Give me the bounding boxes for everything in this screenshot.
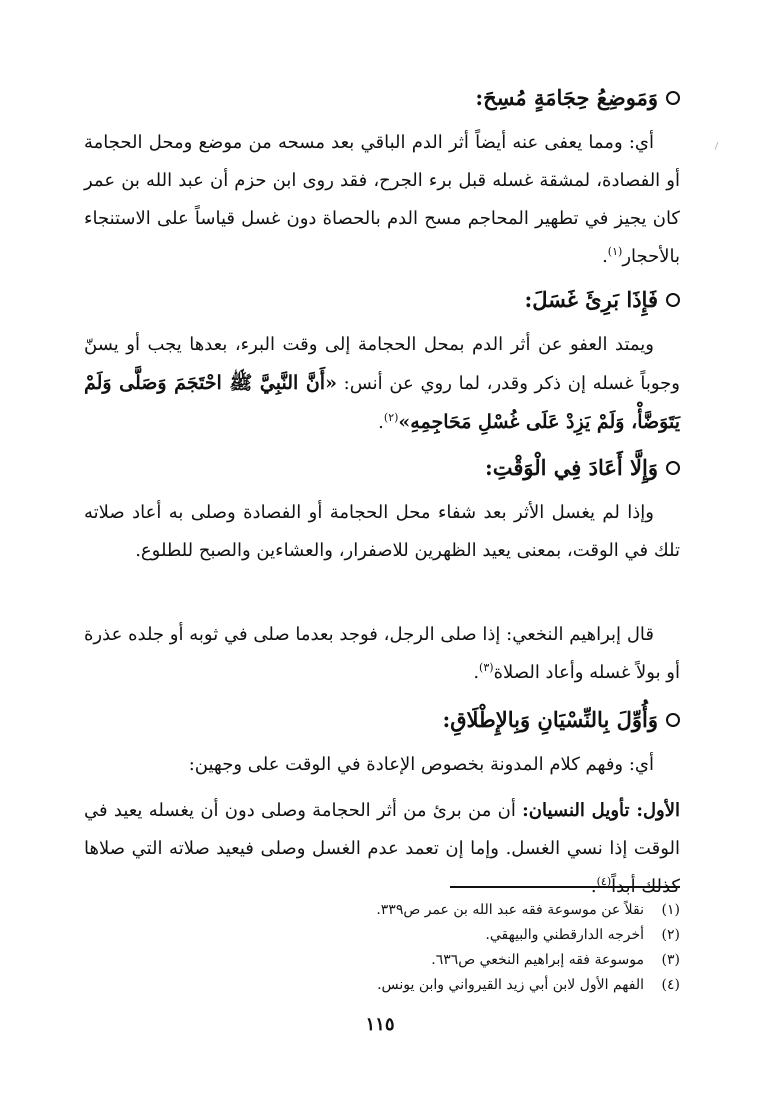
section-heading-3: وَإِلَّا أَعَادَ فِي الْوَقْتِ:: [84, 448, 680, 488]
paragraph-2: ويمتد العفو عن أثر الدم بمحل الحجامة إلى وقت البرء، بعدها يجب أو يسنّ وجوباً غسله إن ذكر وقدر، لما روي عن أنس: «أَنَّ النَّبِيَّ ﷺ احْتَجَمَ وَصَلَّى وَلَمْ يَتَوَضَّأْ، وَلَمْ يَزِدْ عَلَى غُسْلِ مَحَاجِمِهِ»$^{(٢)}$.: [84, 334, 680, 433]
section-heading-2: فَإِذَا بَرِئَ غَسَلَ:: [84, 280, 680, 320]
paragraph-1: أي: ومما يعفى عنه أيضاً أثر الدم الباقي بعد مسحه من موضع ومحل الحجامة أو الفصادة، لمشقة غسله قبل برء الجرح، فقد روى ابن حزم أن عبد الله بن عمر كان يجيز في تطهير المحاجم مسح الدم بالحصاة دون غسل قياساً على الاستنجاء بالأحجار$^{(١)}$.: [84, 132, 680, 267]
footnote-item: [84, 923, 680, 948]
footnote-text: نقلاً عن موسوعة فقه عبد الله بن عمر ص٣٣٩.: [376, 902, 644, 918]
footnote-item: [84, 948, 680, 973]
paragraph-6: الأول: تأويل النسيان: أن من برئ من أثر الحجامة وصلى دون أن يغسله يعيد في الوقت إذا نسي الغسل. وإما إن تعمد عدم الغسل وصلى فيعيد صلاته التي صلاها كذلك أبداً$^{(٤)}$.: [84, 800, 680, 897]
footnote-divider: [450, 886, 680, 888]
footnotes: [84, 898, 680, 998]
paragraph-3: وإذا لم يغسل الأثر بعد شفاء محل الحجامة أو الفصادة وصلى به أعاد صلاته تلك في الوقت، بمعنى يعيد الظهرين للاصفرار، والعشاءين والصبح للطلوع.: [84, 502, 680, 561]
section-heading-4: وَأُوِّلَ بِالنِّسْيَانِ وَبِالإِطْلَاقِ:: [84, 700, 680, 740]
main-text: [84, 78, 680, 914]
paragraph-4: قال إبراهيم النخعي: إذا صلى الرجل، فوجد بعدما صلى في ثوبه أو جلده عذرة أو بولاً غسله وأعاد الصلاة$^{(٣)}$.: [84, 624, 680, 683]
section-heading-1: وَمَوضِعُ حِجَامَةٍ مُسِحَ:: [84, 78, 680, 118]
footnote-number: (٣): [661, 952, 680, 968]
footnote-ref-3[interactable]: (٣): [479, 661, 494, 674]
bullet-circle-icon: [666, 461, 680, 475]
hadith-quote: «أَنَّ النَّبِيَّ ﷺ احْتَجَمَ وَصَلَّى وَلَمْ يَتَوَضَّأْ، وَلَمْ يَزِدْ عَلَى غُسْلِ مَحَاجِمِهِ»: [84, 372, 680, 433]
footnote-item: [84, 973, 680, 998]
footnote-number: (١): [661, 902, 680, 918]
page-number: ١١٥: [365, 1014, 395, 1035]
paragraph-5: أي: وفهم كلام المدونة بخصوص الإعادة في الوقت على وجهين:: [188, 754, 654, 775]
margin-mark: [715, 142, 720, 150]
bullet-circle-icon: [666, 91, 680, 105]
footnote-ref-2[interactable]: (٢): [383, 411, 399, 424]
footnote-item: [84, 898, 680, 923]
bullet-circle-icon: [666, 713, 680, 727]
paragraph-6-lead: الأول: تأويل النسيان:: [522, 800, 680, 821]
footnote-ref-4[interactable]: (٤): [596, 875, 612, 888]
footnote-text: الفهم الأول لابن أبي زيد القيرواني وابن يونس.: [377, 977, 644, 993]
footnote-text: موسوعة فقه إبراهيم النخعي ص٦٣٦.: [431, 952, 644, 968]
footnote-number: (٢): [661, 927, 680, 943]
footnote-number: (٤): [661, 977, 680, 993]
footnote-ref-1[interactable]: (١): [607, 245, 623, 258]
footnote-text: أخرجه الدارقطني والبيهقي.: [485, 927, 644, 943]
bullet-circle-icon: [666, 293, 680, 307]
